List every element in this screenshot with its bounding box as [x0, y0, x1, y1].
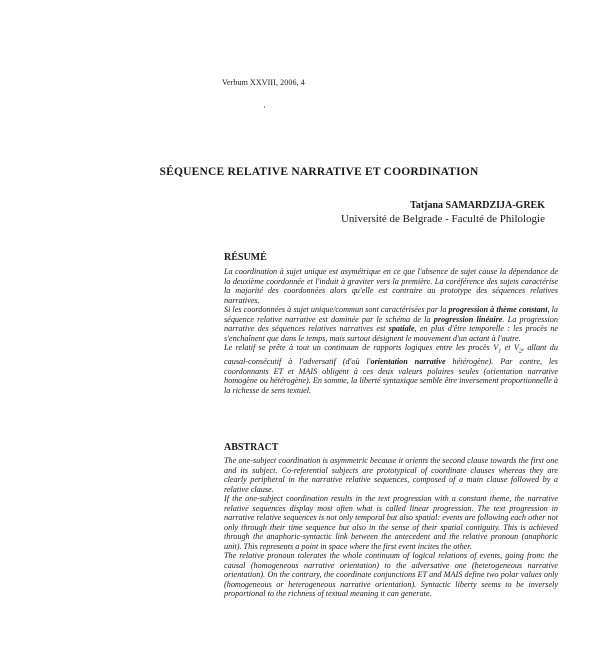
abstract-paragraph-2: If the one-subject coordination results in the text progression with a constant theme, the narrative relative sequences display most often what is called linear progression. The text progression in narrative relative sequences is not only temporal but also spatial: events are following each other not only through their time sequence but also in the sense of their spatial contiguity. This is achieved through the anaphoric-syntactic link between the antecedent and the relative pronoun (anaphoric unit). This represents a point in space where the first event incites the other.	[224, 494, 558, 551]
text-span: hétérogène). Par contre, les coordonnants ET et MAIS obligent à ces deux valeurs polaires seules (orientation narrative homogène ou hétérogène). En somme, la liberté syntaxique semble être inversement proportionnelle à la richesse de sens textuel.	[224, 357, 558, 395]
text-span: Si les coordonnées à sujet unique/commun sont caractérisées par la	[224, 305, 449, 314]
text-span: et V	[501, 343, 519, 352]
author-name: Tatjana SAMARDZIJA-GREK	[410, 200, 545, 211]
subscript: 2	[518, 348, 522, 355]
text-span: , allant du causal-consécutif à l'adversatif (d'où l'	[224, 343, 558, 367]
emphasis: progression à thème constant	[448, 305, 548, 314]
text-span: Le relatif se prête à tout un continuum de rapports logiques entre les procès V	[224, 343, 499, 352]
abstract-paragraph-1: The one-subject coordination is asymmetric because it orients the second clause towards the first one and its subject. Co-referential subjects are prototypical of coordinate clauses whereas they are clearly peripheral in the narrative relative sequences, composed of a main clause followed by a relative clause.	[224, 456, 558, 494]
author-affiliation: Université de Belgrade - Faculté de Philologie	[340, 213, 545, 225]
resume-paragraph-3	[224, 343, 558, 395]
emphasis: spatiale	[388, 324, 415, 333]
emphasis: orientation narrative	[370, 357, 446, 367]
resume-heading: RÉSUMÉ	[224, 252, 267, 263]
text-span: , la séquence relative narrative est dominée par le schéma de la	[224, 305, 558, 324]
emphasis: progression linéaire	[433, 314, 503, 324]
article-title: SÉQUENCE RELATIVE NARRATIVE ET COORDINATION	[159, 166, 479, 178]
subscript: 1	[498, 348, 502, 355]
resume-body	[224, 267, 558, 395]
journal-header: Verbum XXVIII, 2006, 4	[222, 78, 305, 87]
text-span: . La progression narrative des séquences relatives narratives est	[224, 314, 558, 333]
resume-paragraph-1: La coordination à sujet unique est asymétrique en ce que l'absence de sujet cause la dépendance de la deuxième coordonnée et l'induit à graviter vers la première. La coréférence des sujets caractérise la majorité des coordonnées alors qu'elle est contraire au prototype des séquences relatives narratives.	[224, 267, 558, 305]
resume-paragraph-2	[224, 305, 558, 343]
text-span: , en plus d'être temporelle : les procès ne s'enchaînent que dans le temps, mais surtout désignent le mouvement d'un actant à l'autre.	[224, 324, 558, 343]
abstract-body	[224, 456, 558, 599]
abstract-heading: ABSTRACT	[224, 442, 279, 453]
page-mark: ·	[263, 102, 266, 112]
abstract-paragraph-3: The relative pronoun tolerates the whole continuum of logical relations of events, going from: the causal (homogeneous narrative orientation) to the adversative one (heterogeneous narrative orientation). On the contrary, the coordinate conjunctions ET and MAIS define two polar values only (homogeneous or heterogeneous narrative orientation). Syntactic liberty seems to be inversely proportional to the richness of textual meaning it can generate.	[224, 551, 558, 598]
